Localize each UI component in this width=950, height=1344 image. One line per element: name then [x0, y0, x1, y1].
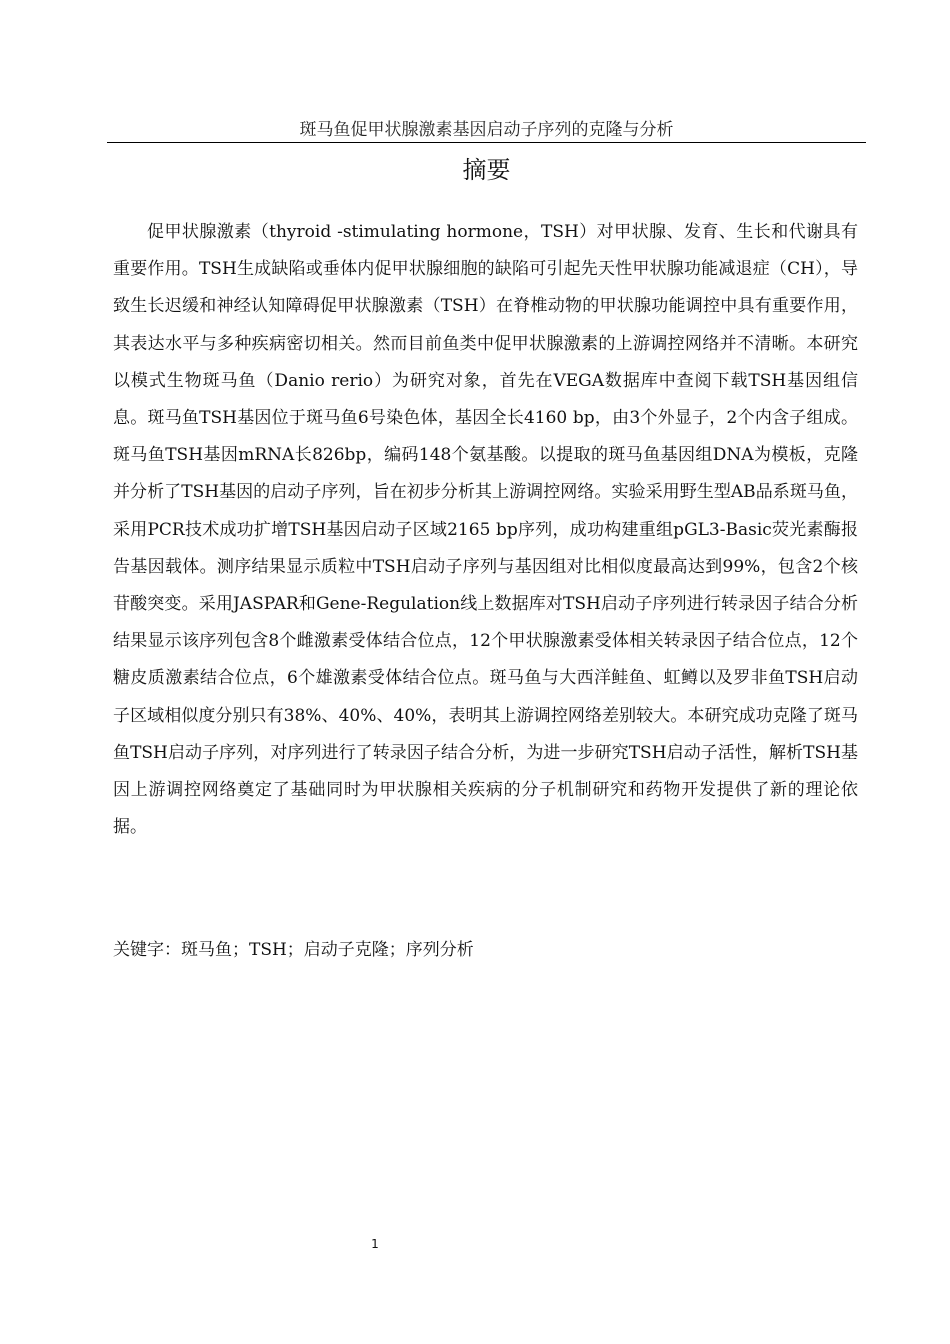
header-rule — [107, 142, 866, 143]
page-number: 1 — [371, 1237, 379, 1251]
keywords-line: 关键字：斑马鱼；TSH；启动子克隆；序列分析 — [113, 940, 474, 960]
running-header-title: 斑马鱼促甲状腺激素基因启动子序列的克隆与分析 — [299, 120, 674, 140]
abstract-heading: 摘要 — [462, 156, 511, 184]
abstract-paragraph: 促甲状腺激素（thyroid -stimulating hormone，TSH）对甲状腺、发育、生长和代谢具有重要作用。TSH生成缺陷或垂体内促甲状腺细胞的缺陷可引起先天性甲状腺功能减退症（CH），导致生长迟缓和神经认知障碍促甲状腺激素（TSH）在脊椎动物的甲状腺功能调控中具有重要作用，其表达水平与多种疾病密切相关。然而目前鱼类中促甲状腺激素的上游调控网络并不清晰。本研究以模式生物斑马鱼（Danio rerio）为研究对象，首先在VEGA数据库中查阅下载TSH基因组信息。斑马鱼TSH基因位于斑马鱼6号染色体，基因全长4160 bp，由3个外显子，2个内含子组成。斑马鱼TSH基因mRNA长826bp，编码148个氨基酸。以提取的斑马鱼基因组DNA为模板，克隆并分析了TSH基因的启动子序列，旨在初步分析其上游调控网络。实验采用野生型AB品系斑马鱼，采用PCR技术成功扩增TSH基因启动子区域2165 bp序列，成功构建重组pGL3-Basic荧光素酶报告基因载体。测序结果显示质粒中TSH启动子序列与基因组对比相似度最高达到99%，包含2个核苷酸突变。采用JASPAR和Gene-Regulation线上数据库对TSH启动子序列进行转录因子结合分析结果显示该序列包含8个雌激素受体结合位点，12个甲状腺激素受体相关转录因子结合位点，12个糖皮质激素结合位点，6个雄激素受体结合位点。斑马鱼与大西洋鲑鱼、虹鳟以及罗非鱼TSH启动子区域相似度分别只有38%、40%、40%，表明其上游调控网络差别较大。本研究成功克隆了斑马鱼TSH启动子序列，对序列进行了转录因子结合分析，为进一步研究TSH启动子活性，解析TSH基因上游调控网络奠定了基础同时为甲状腺相关疾病的分子机制研究和药物开发提供了新的理论依据。 — [113, 222, 858, 838]
